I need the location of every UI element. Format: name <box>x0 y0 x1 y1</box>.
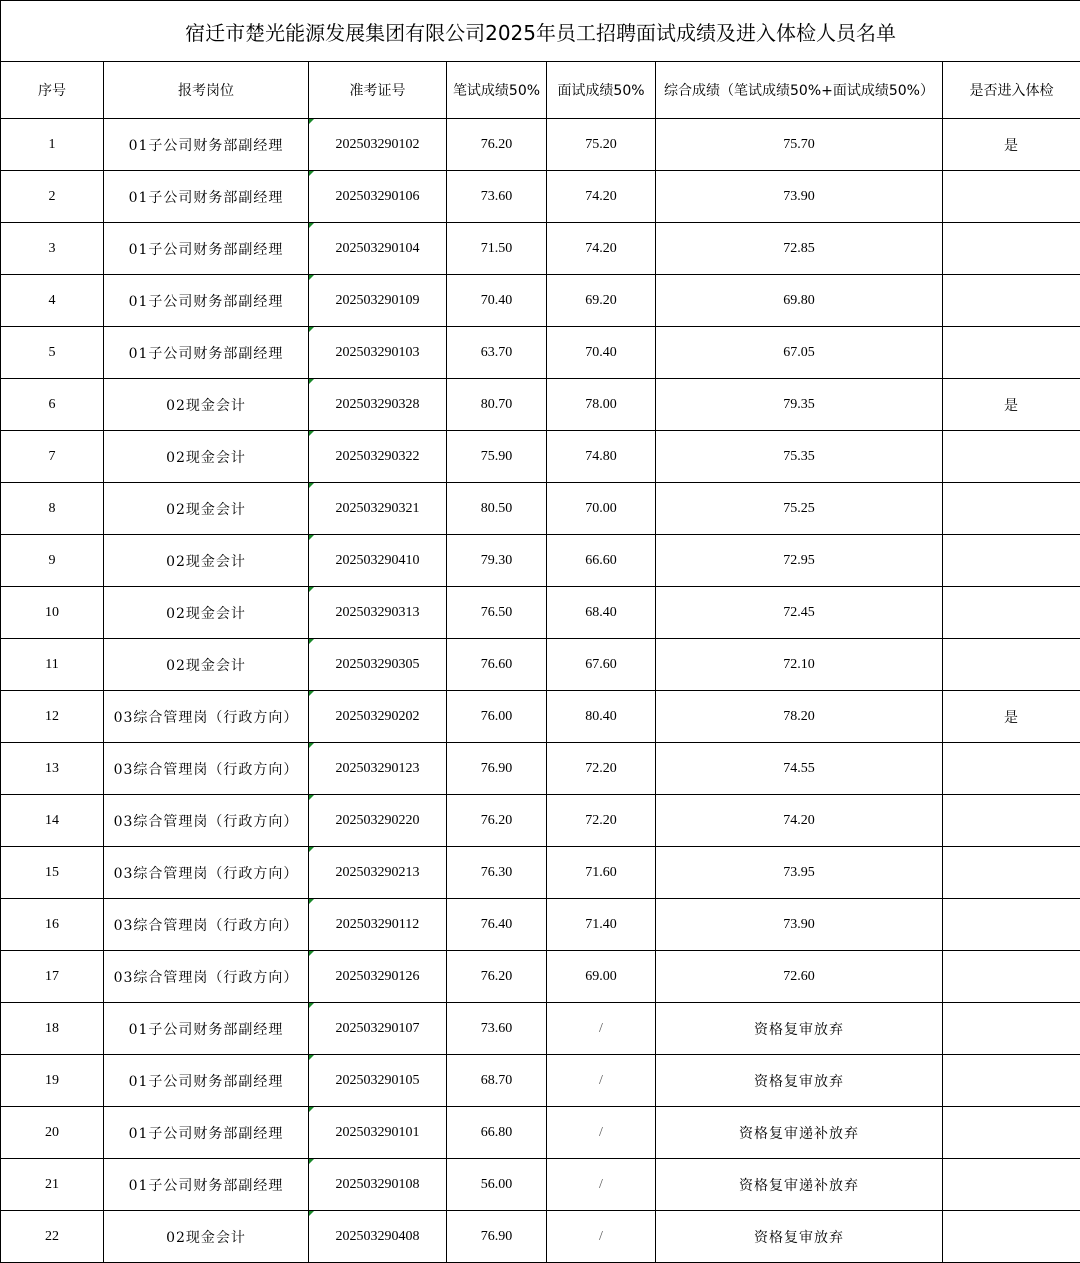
cell-total-score: 74.55 <box>656 743 943 795</box>
table-row <box>1 483 1080 535</box>
cell-seq: 9 <box>1 535 104 587</box>
cell-total-score: 72.10 <box>656 639 943 691</box>
cell-written-score: 76.20 <box>447 119 547 171</box>
cell-written-score: 63.70 <box>447 327 547 379</box>
table-row <box>1 327 1080 379</box>
cell-position: 02现金会计 <box>104 639 309 691</box>
table-row <box>1 119 1080 171</box>
cell-written-score: 76.60 <box>447 639 547 691</box>
cell-seq: 5 <box>1 327 104 379</box>
cell-total-score: 79.35 <box>656 379 943 431</box>
cell-exam-id: 202503290328 <box>309 379 447 431</box>
cell-exam-id: 202503290108 <box>309 1159 447 1211</box>
cell-position: 02现金会计 <box>104 483 309 535</box>
table-row <box>1 1159 1080 1211</box>
cell-seq: 18 <box>1 1003 104 1055</box>
cell-interview-score: 74.20 <box>547 171 656 223</box>
cell-interview-score: 72.20 <box>547 795 656 847</box>
cell-position: 01子公司财务部副经理 <box>104 275 309 327</box>
cell-exam-id: 202503290102 <box>309 119 447 171</box>
cell-written-score: 76.20 <box>447 795 547 847</box>
cell-seq: 19 <box>1 1055 104 1107</box>
cell-interview-score: / <box>547 1003 656 1055</box>
cell-written-score: 76.90 <box>447 743 547 795</box>
cell-seq: 20 <box>1 1107 104 1159</box>
cell-seq: 16 <box>1 899 104 951</box>
cell-written-score: 56.00 <box>447 1159 547 1211</box>
cell-exam-id: 202503290313 <box>309 587 447 639</box>
cell-exam-id: 202503290101 <box>309 1107 447 1159</box>
table-row <box>1 223 1080 275</box>
cell-total-score: 75.70 <box>656 119 943 171</box>
cell-position: 01子公司财务部副经理 <box>104 1107 309 1159</box>
table-row <box>1 535 1080 587</box>
cell-physical-exam <box>943 483 1080 535</box>
cell-physical-exam <box>943 1003 1080 1055</box>
cell-written-score: 80.70 <box>447 379 547 431</box>
cell-physical-exam: 是 <box>943 119 1080 171</box>
cell-position: 03综合管理岗（行政方向） <box>104 847 309 899</box>
cell-position: 02现金会计 <box>104 535 309 587</box>
header-position: 报考岗位 <box>104 62 309 119</box>
title-row <box>1 1 1080 62</box>
header-exam-id: 准考证号 <box>309 62 447 119</box>
cell-physical-exam <box>943 1159 1080 1211</box>
cell-interview-score: 74.20 <box>547 223 656 275</box>
cell-total-score: 73.95 <box>656 847 943 899</box>
cell-seq: 17 <box>1 951 104 1003</box>
header-written-score: 笔试成绩50% <box>447 62 547 119</box>
cell-seq: 11 <box>1 639 104 691</box>
cell-seq: 8 <box>1 483 104 535</box>
cell-written-score: 76.00 <box>447 691 547 743</box>
cell-interview-score: 72.20 <box>547 743 656 795</box>
cell-exam-id: 202503290123 <box>309 743 447 795</box>
cell-written-score: 76.40 <box>447 899 547 951</box>
cell-exam-id: 202503290112 <box>309 899 447 951</box>
table-row <box>1 1107 1080 1159</box>
cell-seq: 6 <box>1 379 104 431</box>
cell-physical-exam <box>943 639 1080 691</box>
cell-seq: 13 <box>1 743 104 795</box>
cell-written-score: 76.50 <box>447 587 547 639</box>
cell-interview-score: 67.60 <box>547 639 656 691</box>
table-row <box>1 587 1080 639</box>
cell-interview-score: / <box>547 1159 656 1211</box>
cell-total-score: 75.35 <box>656 431 943 483</box>
cell-physical-exam <box>943 535 1080 587</box>
table-row <box>1 691 1080 743</box>
cell-written-score: 80.50 <box>447 483 547 535</box>
cell-position: 03综合管理岗（行政方向） <box>104 691 309 743</box>
cell-seq: 2 <box>1 171 104 223</box>
cell-total-score: 74.20 <box>656 795 943 847</box>
cell-written-score: 79.30 <box>447 535 547 587</box>
cell-exam-id: 202503290105 <box>309 1055 447 1107</box>
cell-physical-exam <box>943 431 1080 483</box>
cell-physical-exam <box>943 275 1080 327</box>
header-row <box>1 62 1080 119</box>
cell-total-score: 72.85 <box>656 223 943 275</box>
cell-interview-score: 70.00 <box>547 483 656 535</box>
table-row <box>1 899 1080 951</box>
cell-position: 01子公司财务部副经理 <box>104 171 309 223</box>
table-row <box>1 795 1080 847</box>
header-seq: 序号 <box>1 62 104 119</box>
cell-interview-score: 68.40 <box>547 587 656 639</box>
cell-seq: 14 <box>1 795 104 847</box>
cell-position: 02现金会计 <box>104 379 309 431</box>
cell-seq: 21 <box>1 1159 104 1211</box>
table-row <box>1 275 1080 327</box>
cell-position: 03综合管理岗（行政方向） <box>104 795 309 847</box>
cell-position: 01子公司财务部副经理 <box>104 1003 309 1055</box>
cell-exam-id: 202503290410 <box>309 535 447 587</box>
cell-written-score: 73.60 <box>447 1003 547 1055</box>
cell-exam-id: 202503290109 <box>309 275 447 327</box>
cell-physical-exam: 是 <box>943 379 1080 431</box>
cell-exam-id: 202503290107 <box>309 1003 447 1055</box>
cell-written-score: 68.70 <box>447 1055 547 1107</box>
cell-physical-exam <box>943 847 1080 899</box>
cell-seq: 4 <box>1 275 104 327</box>
cell-written-score: 76.90 <box>447 1211 547 1263</box>
cell-physical-exam <box>943 1211 1080 1263</box>
cell-total-score: 72.60 <box>656 951 943 1003</box>
cell-interview-score: 75.20 <box>547 119 656 171</box>
cell-position: 03综合管理岗（行政方向） <box>104 951 309 1003</box>
cell-total-score: 69.80 <box>656 275 943 327</box>
cell-written-score: 66.80 <box>447 1107 547 1159</box>
cell-written-score: 75.90 <box>447 431 547 483</box>
table-row <box>1 379 1080 431</box>
cell-exam-id: 202503290202 <box>309 691 447 743</box>
table-row <box>1 743 1080 795</box>
cell-physical-exam <box>943 743 1080 795</box>
cell-interview-score: 66.60 <box>547 535 656 587</box>
cell-position: 01子公司财务部副经理 <box>104 223 309 275</box>
cell-seq: 3 <box>1 223 104 275</box>
header-interview-score: 面试成绩50% <box>547 62 656 119</box>
table-row <box>1 951 1080 1003</box>
cell-total-score: 资格复审递补放弃 <box>656 1107 943 1159</box>
cell-written-score: 71.50 <box>447 223 547 275</box>
cell-seq: 15 <box>1 847 104 899</box>
cell-interview-score: 74.80 <box>547 431 656 483</box>
table-row <box>1 639 1080 691</box>
cell-seq: 7 <box>1 431 104 483</box>
cell-interview-score: 69.00 <box>547 951 656 1003</box>
cell-total-score: 78.20 <box>656 691 943 743</box>
cell-total-score: 资格复审放弃 <box>656 1211 943 1263</box>
table-row <box>1 1003 1080 1055</box>
cell-position: 02现金会计 <box>104 1211 309 1263</box>
cell-seq: 1 <box>1 119 104 171</box>
cell-position: 02现金会计 <box>104 431 309 483</box>
cell-physical-exam <box>943 1107 1080 1159</box>
header-total-score: 综合成绩（笔试成绩50%+面试成绩50%） <box>656 62 943 119</box>
cell-exam-id: 202503290220 <box>309 795 447 847</box>
cell-total-score: 72.95 <box>656 535 943 587</box>
cell-exam-id: 202503290305 <box>309 639 447 691</box>
cell-written-score: 76.20 <box>447 951 547 1003</box>
cell-interview-score: / <box>547 1107 656 1159</box>
cell-physical-exam <box>943 171 1080 223</box>
page-title: 宿迁市楚光能源发展集团有限公司2025年员工招聘面试成绩及进入体检人员名单 <box>1 1 1080 62</box>
cell-seq: 12 <box>1 691 104 743</box>
cell-position: 01子公司财务部副经理 <box>104 119 309 171</box>
cell-total-score: 资格复审递补放弃 <box>656 1159 943 1211</box>
cell-exam-id: 202503290106 <box>309 171 447 223</box>
cell-physical-exam <box>943 223 1080 275</box>
cell-exam-id: 202503290322 <box>309 431 447 483</box>
cell-exam-id: 202503290213 <box>309 847 447 899</box>
cell-position: 01子公司财务部副经理 <box>104 327 309 379</box>
cell-exam-id: 202503290321 <box>309 483 447 535</box>
cell-written-score: 70.40 <box>447 275 547 327</box>
cell-seq: 22 <box>1 1211 104 1263</box>
cell-total-score: 资格复审放弃 <box>656 1003 943 1055</box>
cell-seq: 10 <box>1 587 104 639</box>
cell-interview-score: / <box>547 1055 656 1107</box>
cell-written-score: 76.30 <box>447 847 547 899</box>
cell-total-score: 75.25 <box>656 483 943 535</box>
cell-position: 01子公司财务部副经理 <box>104 1055 309 1107</box>
table-row <box>1 847 1080 899</box>
cell-exam-id: 202503290408 <box>309 1211 447 1263</box>
cell-position: 01子公司财务部副经理 <box>104 1159 309 1211</box>
cell-interview-score: 78.00 <box>547 379 656 431</box>
table-row <box>1 1211 1080 1263</box>
cell-position: 03综合管理岗（行政方向） <box>104 743 309 795</box>
cell-physical-exam <box>943 327 1080 379</box>
cell-physical-exam <box>943 1055 1080 1107</box>
cell-interview-score: / <box>547 1211 656 1263</box>
cell-physical-exam <box>943 951 1080 1003</box>
cell-physical-exam <box>943 899 1080 951</box>
cell-exam-id: 202503290103 <box>309 327 447 379</box>
cell-total-score: 资格复审放弃 <box>656 1055 943 1107</box>
cell-interview-score: 80.40 <box>547 691 656 743</box>
cell-interview-score: 70.40 <box>547 327 656 379</box>
cell-total-score: 73.90 <box>656 171 943 223</box>
table-row <box>1 171 1080 223</box>
cell-physical-exam <box>943 795 1080 847</box>
cell-total-score: 73.90 <box>656 899 943 951</box>
cell-exam-id: 202503290104 <box>309 223 447 275</box>
cell-position: 03综合管理岗（行政方向） <box>104 899 309 951</box>
cell-physical-exam <box>943 587 1080 639</box>
cell-interview-score: 69.20 <box>547 275 656 327</box>
cell-interview-score: 71.60 <box>547 847 656 899</box>
cell-interview-score: 71.40 <box>547 899 656 951</box>
cell-exam-id: 202503290126 <box>309 951 447 1003</box>
table-row <box>1 431 1080 483</box>
cell-position: 02现金会计 <box>104 587 309 639</box>
cell-written-score: 73.60 <box>447 171 547 223</box>
header-physical-exam: 是否进入体检 <box>943 62 1080 119</box>
cell-total-score: 72.45 <box>656 587 943 639</box>
cell-physical-exam: 是 <box>943 691 1080 743</box>
cell-total-score: 67.05 <box>656 327 943 379</box>
table-row <box>1 1055 1080 1107</box>
